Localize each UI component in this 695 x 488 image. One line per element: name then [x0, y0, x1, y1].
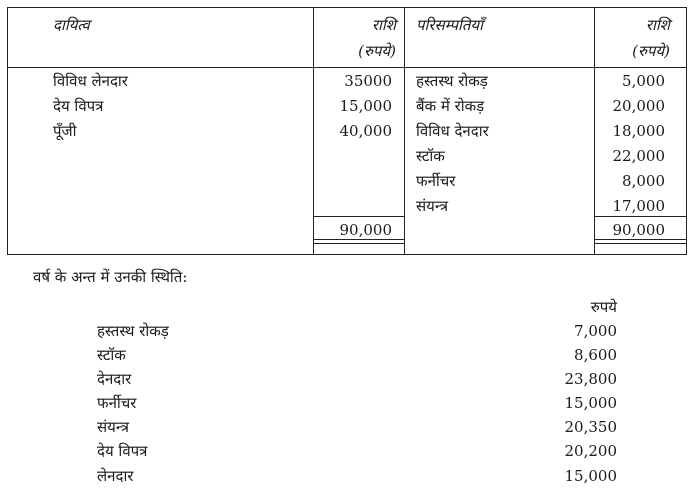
- header-liabilities: दायित्व: [53, 16, 90, 34]
- total-double-rule: [594, 239, 687, 244]
- assets-total: 90,000: [612, 221, 665, 239]
- liability-amount: 40,000: [339, 122, 392, 140]
- balance-sheet-table: [7, 7, 687, 255]
- asset-name: विविध देनदार: [416, 122, 489, 140]
- asset-amount: 22,000: [612, 147, 665, 165]
- asset-name: बैंक में रोकड़: [416, 97, 485, 115]
- header-unit-liabilities: (रुपये): [358, 42, 396, 60]
- liability-name: विविध लेनदार: [53, 72, 128, 90]
- total-rule: [313, 216, 404, 217]
- year-end-item-name: हस्तस्थ रोकड़: [97, 322, 169, 340]
- header-divider: [8, 67, 686, 68]
- header-amount-assets: राशि: [645, 16, 670, 34]
- year-end-item-name: देय विपत्र: [97, 442, 148, 460]
- header-unit-assets: (रुपये): [632, 42, 670, 60]
- asset-name: फर्नीचर: [416, 172, 456, 190]
- total-double-rule: [313, 239, 404, 244]
- year-end-heading: वर्ष के अन्त में उनकी स्थिति:: [33, 268, 188, 286]
- asset-name: स्टॉक: [416, 147, 445, 165]
- asset-amount: 8,000: [622, 172, 665, 190]
- liability-amount: 15,000: [339, 97, 392, 115]
- asset-amount: 18,000: [612, 122, 665, 140]
- liabilities-total: 90,000: [339, 221, 392, 239]
- year-end-item-name: स्टॉक: [97, 346, 126, 364]
- liability-name: देय विपत्र: [53, 97, 104, 115]
- year-end-item-name: संयन्त्र: [97, 418, 129, 436]
- year-end-item-amount: 20,350: [564, 418, 617, 436]
- asset-amount: 17,000: [612, 197, 665, 215]
- asset-name: संयन्त्र: [416, 197, 448, 215]
- year-end-item-amount: 15,000: [564, 467, 617, 485]
- year-end-item-amount: 15,000: [564, 394, 617, 412]
- total-rule: [594, 216, 687, 217]
- asset-name: हस्तस्थ रोकड़: [416, 72, 488, 90]
- year-end-item-name: फर्नीचर: [97, 394, 137, 412]
- asset-amount: 20,000: [612, 97, 665, 115]
- year-end-unit: रुपये: [590, 298, 617, 316]
- year-end-item-amount: 8,600: [574, 346, 617, 364]
- header-amount-liabilities: राशि: [371, 16, 396, 34]
- year-end-item-name: देनदार: [97, 370, 132, 388]
- column-divider: [404, 8, 405, 254]
- year-end-item-name: लेनदार: [97, 467, 134, 485]
- liability-name: पूँजी: [53, 122, 77, 140]
- liability-amount: 35000: [344, 72, 392, 90]
- year-end-item-amount: 20,200: [564, 442, 617, 460]
- year-end-item-amount: 23,800: [564, 370, 617, 388]
- asset-amount: 5,000: [622, 72, 665, 90]
- header-assets: परिसम्पतियाँ: [416, 16, 484, 34]
- year-end-item-amount: 7,000: [574, 322, 617, 340]
